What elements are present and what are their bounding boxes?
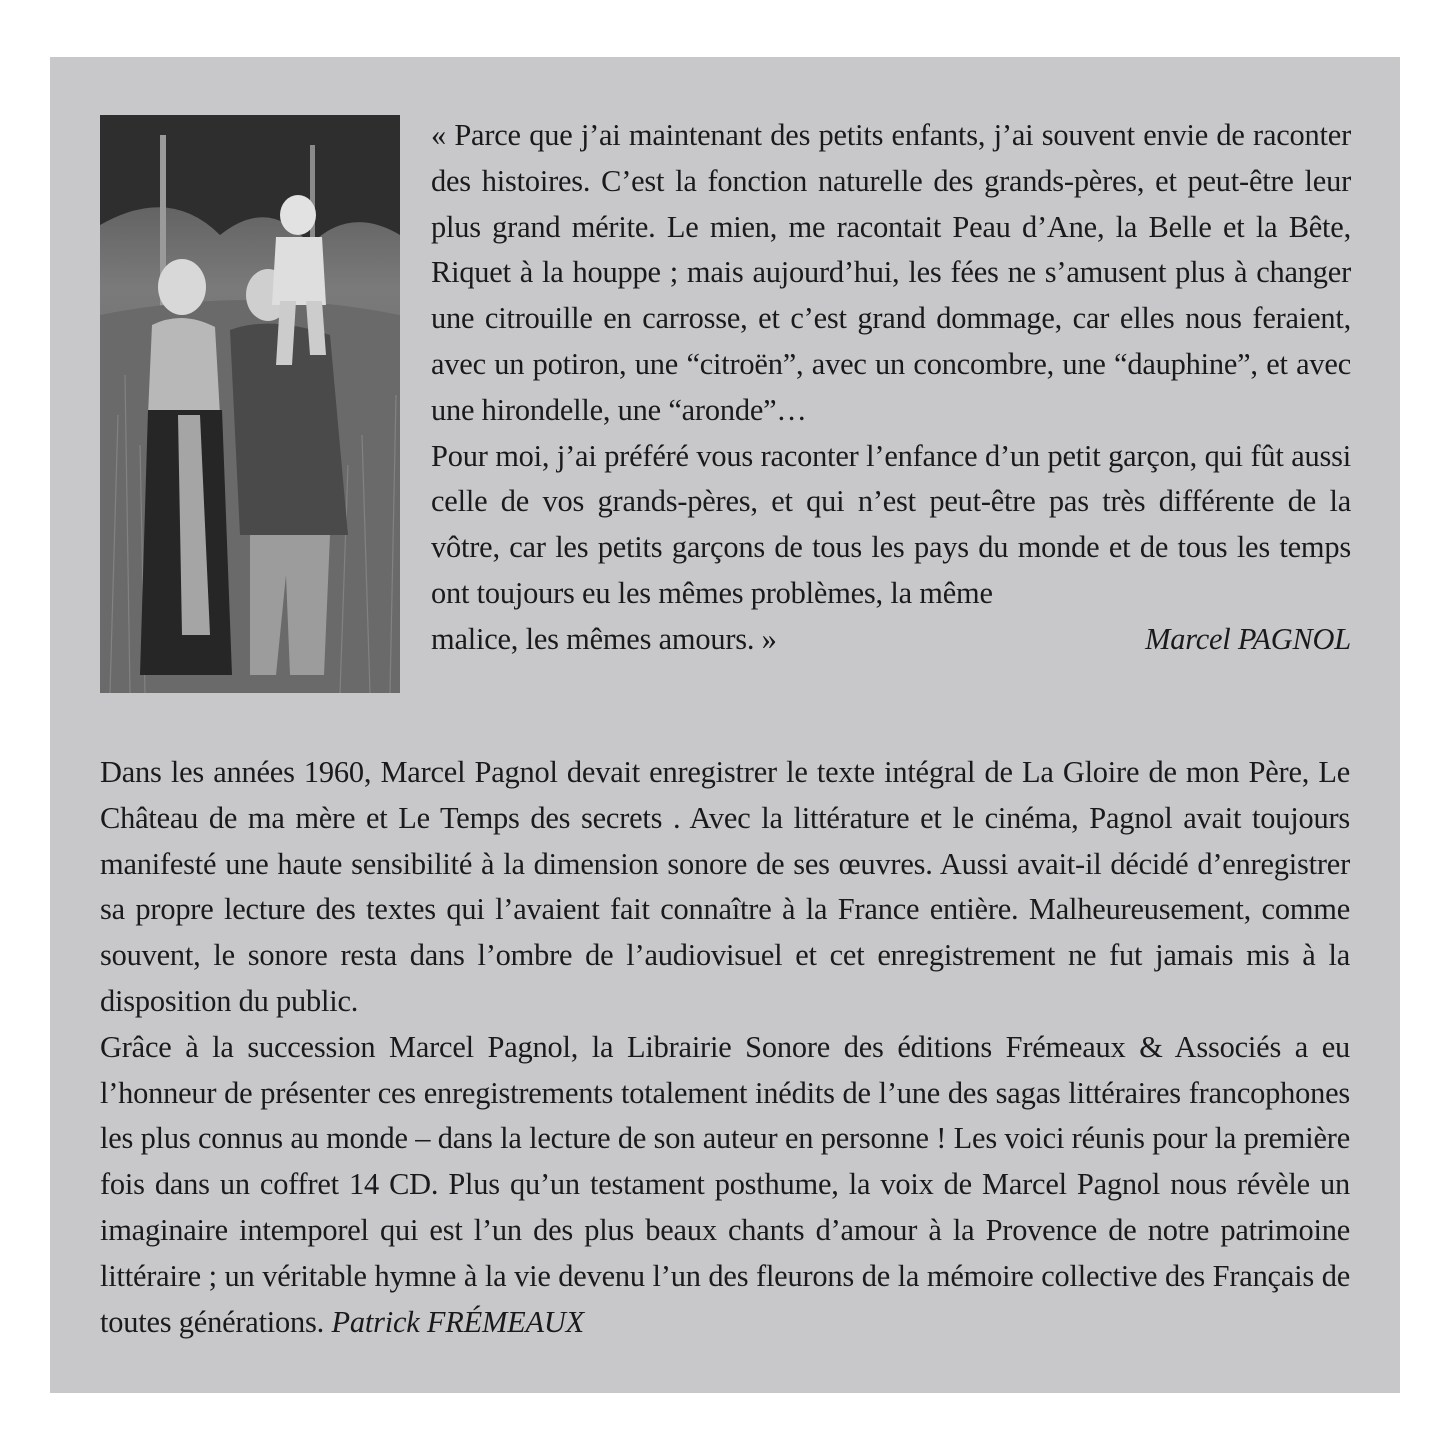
text-panel: [50, 57, 1400, 1393]
family-photo-icon: [100, 115, 400, 693]
description-paragraph-2-text: Grâce à la succession Marcel Pagnol, la Librairie Sonore des éditions Frémeaux & Associés a eu l’honneur de présenter ces enregistrements totalement inédits de l’une des sagas littéraires francophones les plus connus au monde – dans la lecture de son auteur en personne ! Les voici réunis pour la première fois dans un coffret 14 CD. Plus qu’un testament posthume, la voix de Marcel Pagnol nous révèle un imaginaire intemporel qui est l’un des plus beaux chants d’amour à la Provence de notre patrimoine littéraire ; un véritable hymne à la vie devenu l’un des fleurons de la mémoire collective des Français de toutes générations.: [100, 1029, 1350, 1339]
pagnol-quote: [431, 113, 1351, 663]
family-photo: [100, 115, 400, 693]
description-paragraph-1: Dans les années 1960, Marcel Pagnol devait enregistrer le texte intégral de La Gloire de mon Père, Le Château de ma mère et Le Temps des secrets . Avec la littérature et le cinéma, Pagnol avait toujours manifesté une haute sensibilité à la dimension sonore de ses œuvres. Aussi avait-il décidé d’enregistrer sa propre lecture des textes qui l’avaient fait connaître à la France entière. Malheureusement, comme souvent, le sonore resta dans l’ombre de l’audiovisuel et cet enregistrement ne fut jamais mis à la disposition du public.: [100, 755, 1350, 1018]
quote-closing-line: [431, 617, 1351, 663]
description-author: Patrick FRÉMEAUX: [331, 1304, 584, 1339]
quote-author: Marcel PAGNOL: [1145, 621, 1351, 656]
quote-paragraph-2: Pour moi, j’ai préféré vous raconter l’enfance d’un petit garçon, qui fût aussi celle de vos grands-pères, et qui n’est peut-être pas très différente de la vôtre, car les petits garçons de tous les pays du monde et de tous les temps ont toujours eu les mêmes problèmes, la même: [431, 438, 1351, 610]
quote-paragraph-1: « Parce que j’ai maintenant des petits enfants, j’ai souvent envie de raconter des histoires. C’est la fonction naturelle des grands-pères, et peut-être leur plus grand mérite. Le mien, me racontait Peau d’Ane, la Belle et la Bête, Riquet à la houppe ; mais aujourd’hui, les fées ne s’amusent plus à changer une citrouille en carrosse, et c’est grand dommage, car elles nous feraient, avec un potiron, une “citroën”, avec un concombre, une “dauphine”, et avec une hirondelle, une “aronde”…: [431, 118, 1351, 427]
description: [100, 750, 1350, 1345]
quote-last-line: malice, les mêmes amours. »: [431, 621, 777, 656]
description-paragraph-2: [100, 1025, 1350, 1346]
